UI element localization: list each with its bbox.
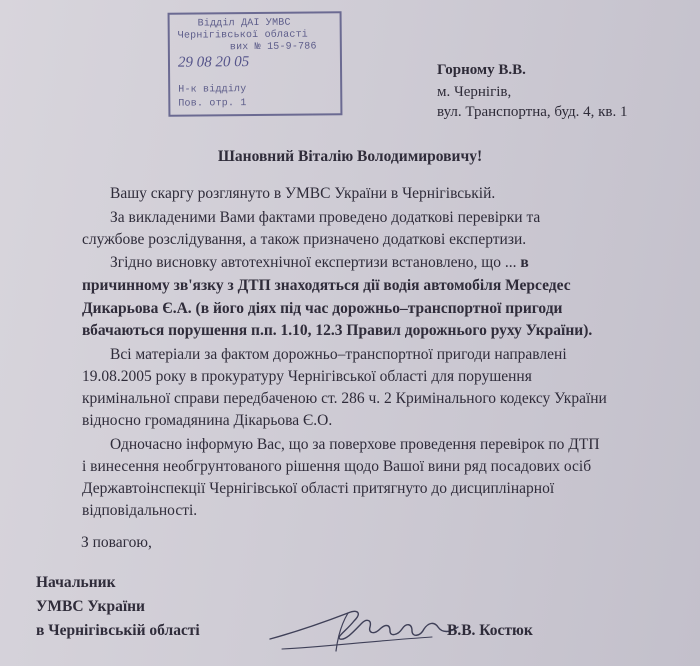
paragraph-4-line-3: кримінальної справи передбаченою ст. 286 ч. 2 Кримінального кодексу України <box>82 390 607 407</box>
paragraph-5-line-2: і винесення необгрунтованого рішення щодо Вашої вини ряд посадових осіб <box>82 458 592 475</box>
signer-name: В.В. Костюк <box>447 622 533 639</box>
signatory-title-line-3: в Чернігівській області <box>36 622 200 639</box>
addressee-city: м. Чернігів, <box>437 84 512 100</box>
registration-stamp <box>168 11 343 117</box>
signatory-title-line-2: УМВС України <box>36 598 145 615</box>
handwritten-signature <box>262 593 462 657</box>
stamp-line-2: Чернігівської області <box>177 29 309 42</box>
paragraph-3-line-2: причинному зв'язку з ДТП знаходяться дії водія автомобіля Мерседес <box>82 277 571 294</box>
paragraph-3-line-1-bold: в <box>520 254 529 271</box>
stamp-line-3: вих № 15-9-786 <box>229 41 317 54</box>
paragraph-4-line-2: 19.08.2005 року в прокуратуру Чернігівської області для порушення <box>82 368 532 385</box>
stamp-line-1: Відділ ДАІ УМВС <box>197 17 291 30</box>
paragraph-3-line-3: Дикарьова Є.А. (в його діях під час дорожньо–транспортної пригоди <box>82 300 563 317</box>
paragraph-4-line-4: відносно громадянина Дікарьова Є.О. <box>82 412 333 429</box>
paragraph-3-line-1 <box>110 255 529 271</box>
paragraph-4-line-1: Всі матеріали за фактом дорожньо–транспортної пригоди направлені <box>110 346 567 363</box>
paragraph-2-line-2: службове розслідування, а також призначено додаткові експертизи. <box>82 231 527 248</box>
paragraph-3-line-4: вбачаються порушення п.п. 1.10, 12.3 Правил дорожнього руху України). <box>82 322 593 339</box>
paragraph-5-line-4: відповідальності. <box>82 502 198 519</box>
paragraph-5-line-1: Одночасно інформую Вас, що за поверхове проведення перевірок по ДТП <box>110 436 600 453</box>
paragraph-3-line-1-text: Згідно висновку автотехнічної експертизи встановлено, що ... <box>110 254 521 271</box>
signatory-title <box>36 574 200 646</box>
paragraph-5-line-3: Державтоінспекції Чернігівської області притягнуто до дисциплінарної <box>82 480 555 497</box>
addressee-name: Горному В.В. <box>437 62 526 78</box>
signatory-title-line-1: Начальник <box>36 574 116 591</box>
stamp-date: 29 08 20 05 <box>177 54 250 71</box>
paragraph-2-line-1: За викладеними Вами фактами проведено додаткові перевірки та <box>110 209 541 226</box>
greeting: Шановний Віталію Володимировичу! <box>217 148 483 165</box>
paragraph-1: Вашу скаргу розглянуто в УМВС України в Чернігівській. <box>110 185 496 202</box>
closing-regards: З повагою, <box>81 534 152 551</box>
stamp-line-5: Н-к відділу <box>178 84 247 96</box>
stamp-line-6: Пов. отр. 1 <box>178 98 247 110</box>
addressee-street: вул. Транспортна, буд. 4, кв. 1 <box>437 104 628 120</box>
